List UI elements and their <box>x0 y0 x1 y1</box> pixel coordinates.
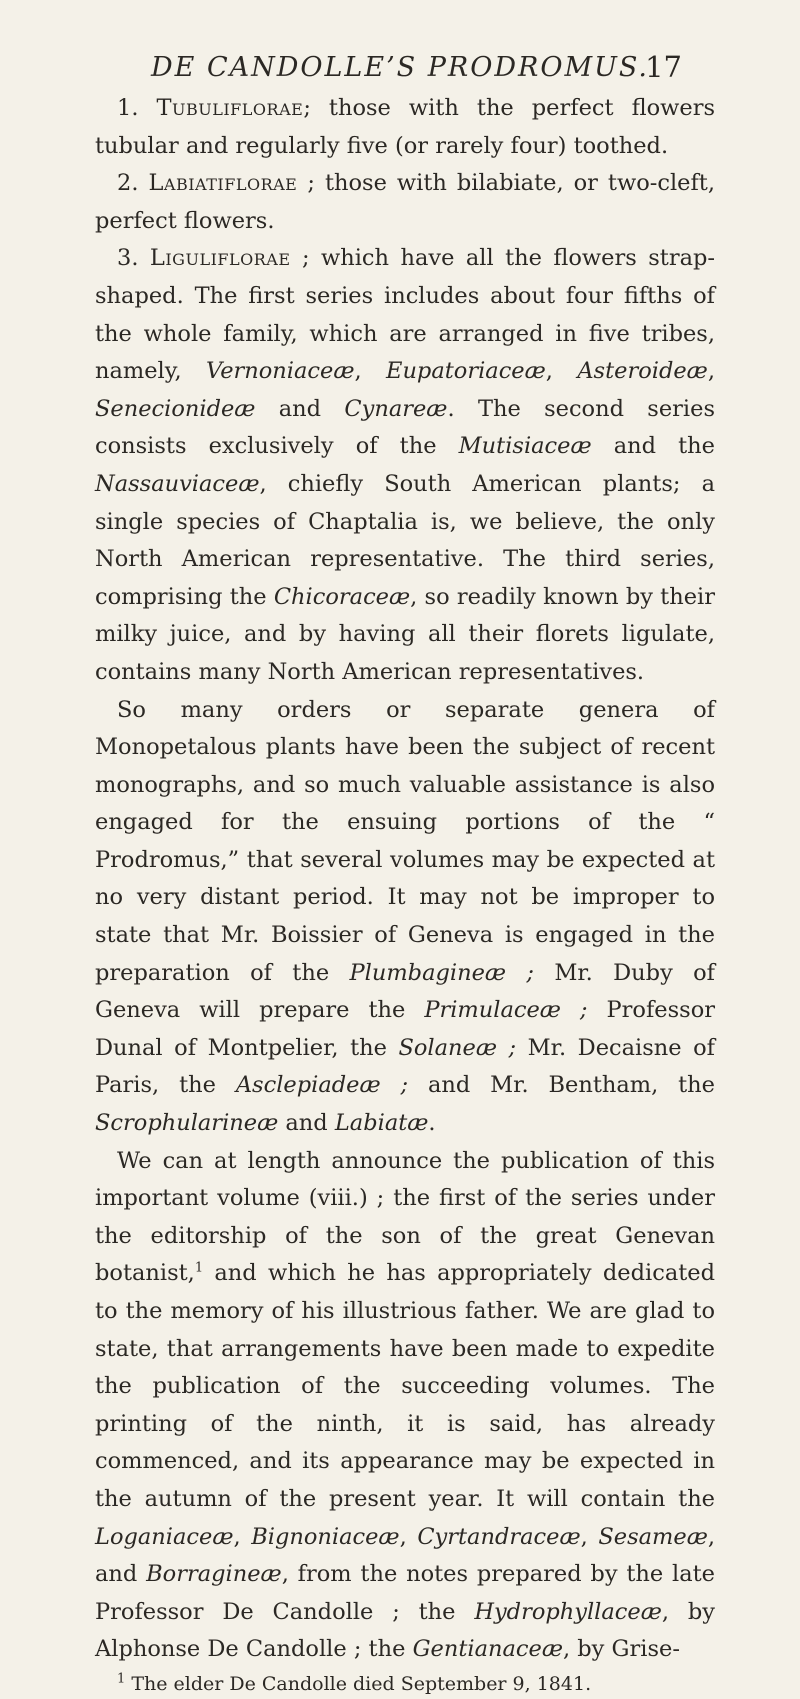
taxon-name: Gentianaceæ <box>412 1636 563 1663</box>
paragraph-publication: We can at length announce the publication of this important volume (viii.) ; the first of the series under the editorship of the son of the great Genevan botanist,$^1$ and which he has appropriately dedicated to the memory of his illustrious father. We are glad to state, that arrangements have been made to expedite the publication of the succeeding volumes. The printing of the ninth, it is said, has already commenced, and its appearance may be expected in the autumn of the present year. It will contain the Loganiaceæ, Bignoniaceæ, Cyrtandraceæ, Sesameæ, and Borragineæ, from the notes prepared by the late Professor De Candolle ; the Hydrophyllaceæ, by Alphonse De Candolle ; the Gentianaceæ, by Grise- <box>95 1147 716 1663</box>
taxon-name: Cynareæ <box>344 395 448 422</box>
taxon-name: Asclepiadeæ ; <box>235 1072 409 1099</box>
taxon-name: Senecionideæ <box>95 395 256 422</box>
taxon-name: Hydrophyllaceæ <box>474 1598 662 1625</box>
paragraph-monographs: So many orders or separate genera of Monopetalous plants have been the subject of recent monographs, and so much valuable assistance is also engaged for the ensuing portions of the “ Prodromus,” that several volumes may be expected at no very distant period. It may not be improper to state that Mr. Boissier of Geneva is engaged in the preparation of the Plumbagineæ ; Mr. Duby of Geneva will prepare the Primulaceæ ; Professor Dunal of Montpelier, the Solaneæ ; Mr. Decaisne of Paris, the Asclepiadeæ ; and Mr. Bentham, the Scrophularineæ and Labiatæ. <box>95 696 716 1137</box>
taxon-name: Labiatæ <box>334 1110 429 1137</box>
running-title: DE CANDOLLE’S PRODROMUS. <box>151 52 649 83</box>
taxon-name: Scrophularineæ <box>95 1110 279 1137</box>
taxon-name: Bignoniaceæ <box>251 1523 400 1550</box>
taxon-name: Cyrtandraceæ <box>417 1523 581 1550</box>
taxon-name: Solaneæ ; <box>398 1034 517 1061</box>
page-number: 17 <box>645 50 682 84</box>
paragraph-tubuliflorae: 1. Tubuliflorae; those with the perfect flowers tubular and regularly five (or rarely four) toothed. <box>95 95 715 159</box>
taxon-name: Asteroideæ <box>577 358 708 385</box>
taxon-name: Sesameæ <box>598 1523 708 1550</box>
taxon-name: Loganiaceæ <box>95 1523 234 1550</box>
taxon-name: Mutisiaceæ <box>458 433 592 460</box>
term-liguliflorae: Liguliflorae <box>149 245 291 272</box>
term-labiatiflorae: Labiatiflorae <box>148 170 298 197</box>
taxon-name: Primulaceæ ; <box>424 997 588 1024</box>
taxon-name: Borragineæ <box>146 1561 282 1588</box>
taxon-name: Eupatoriaceæ <box>386 358 546 385</box>
body-text <box>95 90 715 1699</box>
term-tubuliflorae: Tubuliflorae <box>156 95 304 121</box>
taxon-name: Chicoraceæ <box>273 583 411 610</box>
paragraph-labiatiflorae: 2. Labiatiflorae ; those with bilabiate, or two-cleft, perfect flowers. <box>95 170 716 234</box>
taxon-name: Vernoniaceæ <box>206 358 355 385</box>
taxon-name: Nassauviaceæ <box>95 470 260 497</box>
running-head <box>0 50 800 90</box>
footnote: $^1$ The elder De Candolle died September 9, 1841. <box>117 1671 592 1695</box>
footnote-number: 1 <box>117 1671 126 1687</box>
paragraph-liguliflorae: 3. Liguliflorae ; which have all the flowers strap-shaped. The first series includes about four fifths of the whole family, which are arranged in five tribes, namely, Vernoniaceæ, Eupatoriaceæ, Asteroideæ, Senecionideæ and Cynareæ. The second series consists exclusively of the Mutisiaceæ and the Nassauviaceæ, chiefly South American plants; a single species of Chaptalia is, we believe, the only North American representative. The third series, comprising the Chicoraceæ, so readily known by their milky juice, and by having all their florets ligulate, contains many North American representatives. <box>95 245 716 685</box>
footnote-marker: 1 <box>194 1260 204 1276</box>
taxon-name: Plumbagineæ ; <box>349 959 534 986</box>
